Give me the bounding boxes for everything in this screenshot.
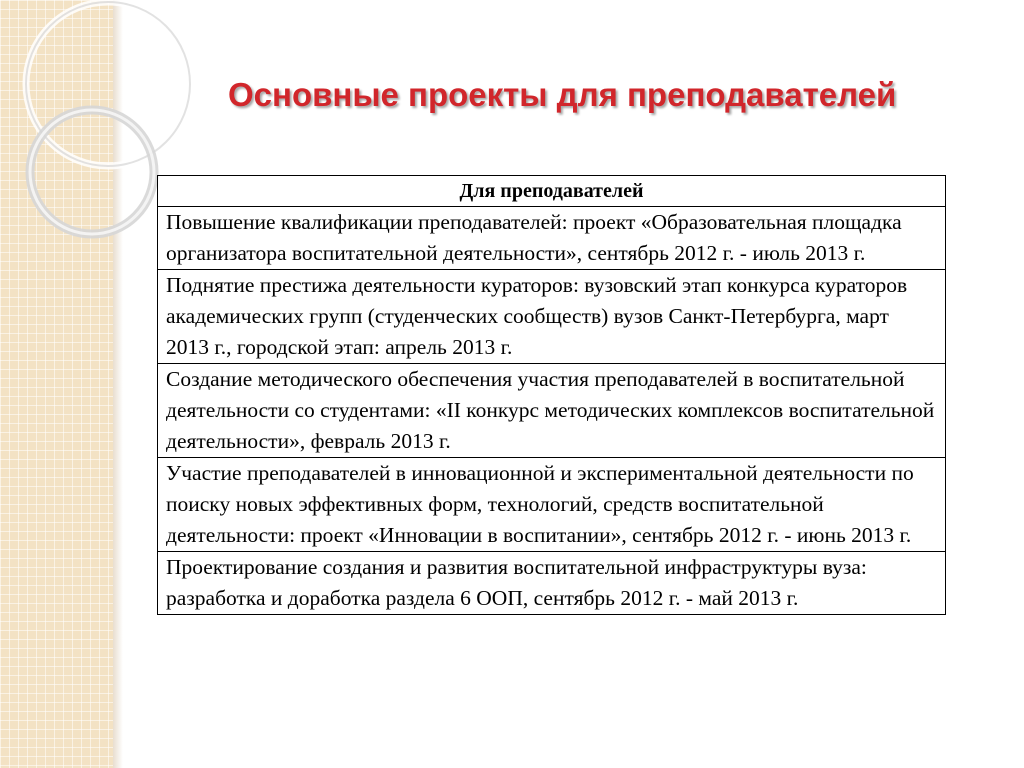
project-cell-innovation: Участие преподавателей в инновационной и экспериментальной деятельности по поиску новых эффективных форм, технологий, средств воспитательной деятельности: проект «Инновации в воспитании», сентябрь 2012 г. - июнь 2013 г. — [158, 458, 946, 552]
projects-table — [157, 175, 946, 615]
project-cell-methodology: Создание методического обеспечения участия преподавателей в воспитательной деятельности со студентами: «II конкурс методических комплексов воспитательной деятельности», февраль 2013 г. — [158, 364, 946, 458]
table-row — [158, 458, 946, 552]
project-cell-infrastructure: Проектирование создания и развития воспитательной инфраструктуры вуза: разработка и доработка раздела 6 ООП, сентябрь 2012 г. - май 2013 г. — [158, 552, 946, 615]
table-row — [158, 207, 946, 270]
table-header-cell: Для преподавателей — [158, 176, 946, 207]
table-row — [158, 270, 946, 364]
project-cell-qualification: Повышение квалификации преподавателей: проект «Образовательная площадка организатора воспитательной деятельности», сентябрь 2012 г. - июль 2013 г. — [158, 207, 946, 270]
table-row — [158, 552, 946, 615]
slide-title: Основные проекты для преподавателей — [228, 76, 897, 113]
decorative-circle-small-highlight — [30, 110, 154, 234]
table-row — [158, 364, 946, 458]
table-header-row — [158, 176, 946, 207]
project-cell-curators: Поднятие престижа деятельности кураторов: вузовский этап конкурса кураторов академических групп (студенческих сообществ) вузов Санкт-Петербурга, март 2013 г., городской этап: апрель 2013 г. — [158, 270, 946, 364]
decorative-circle-large-outline — [26, 2, 190, 166]
